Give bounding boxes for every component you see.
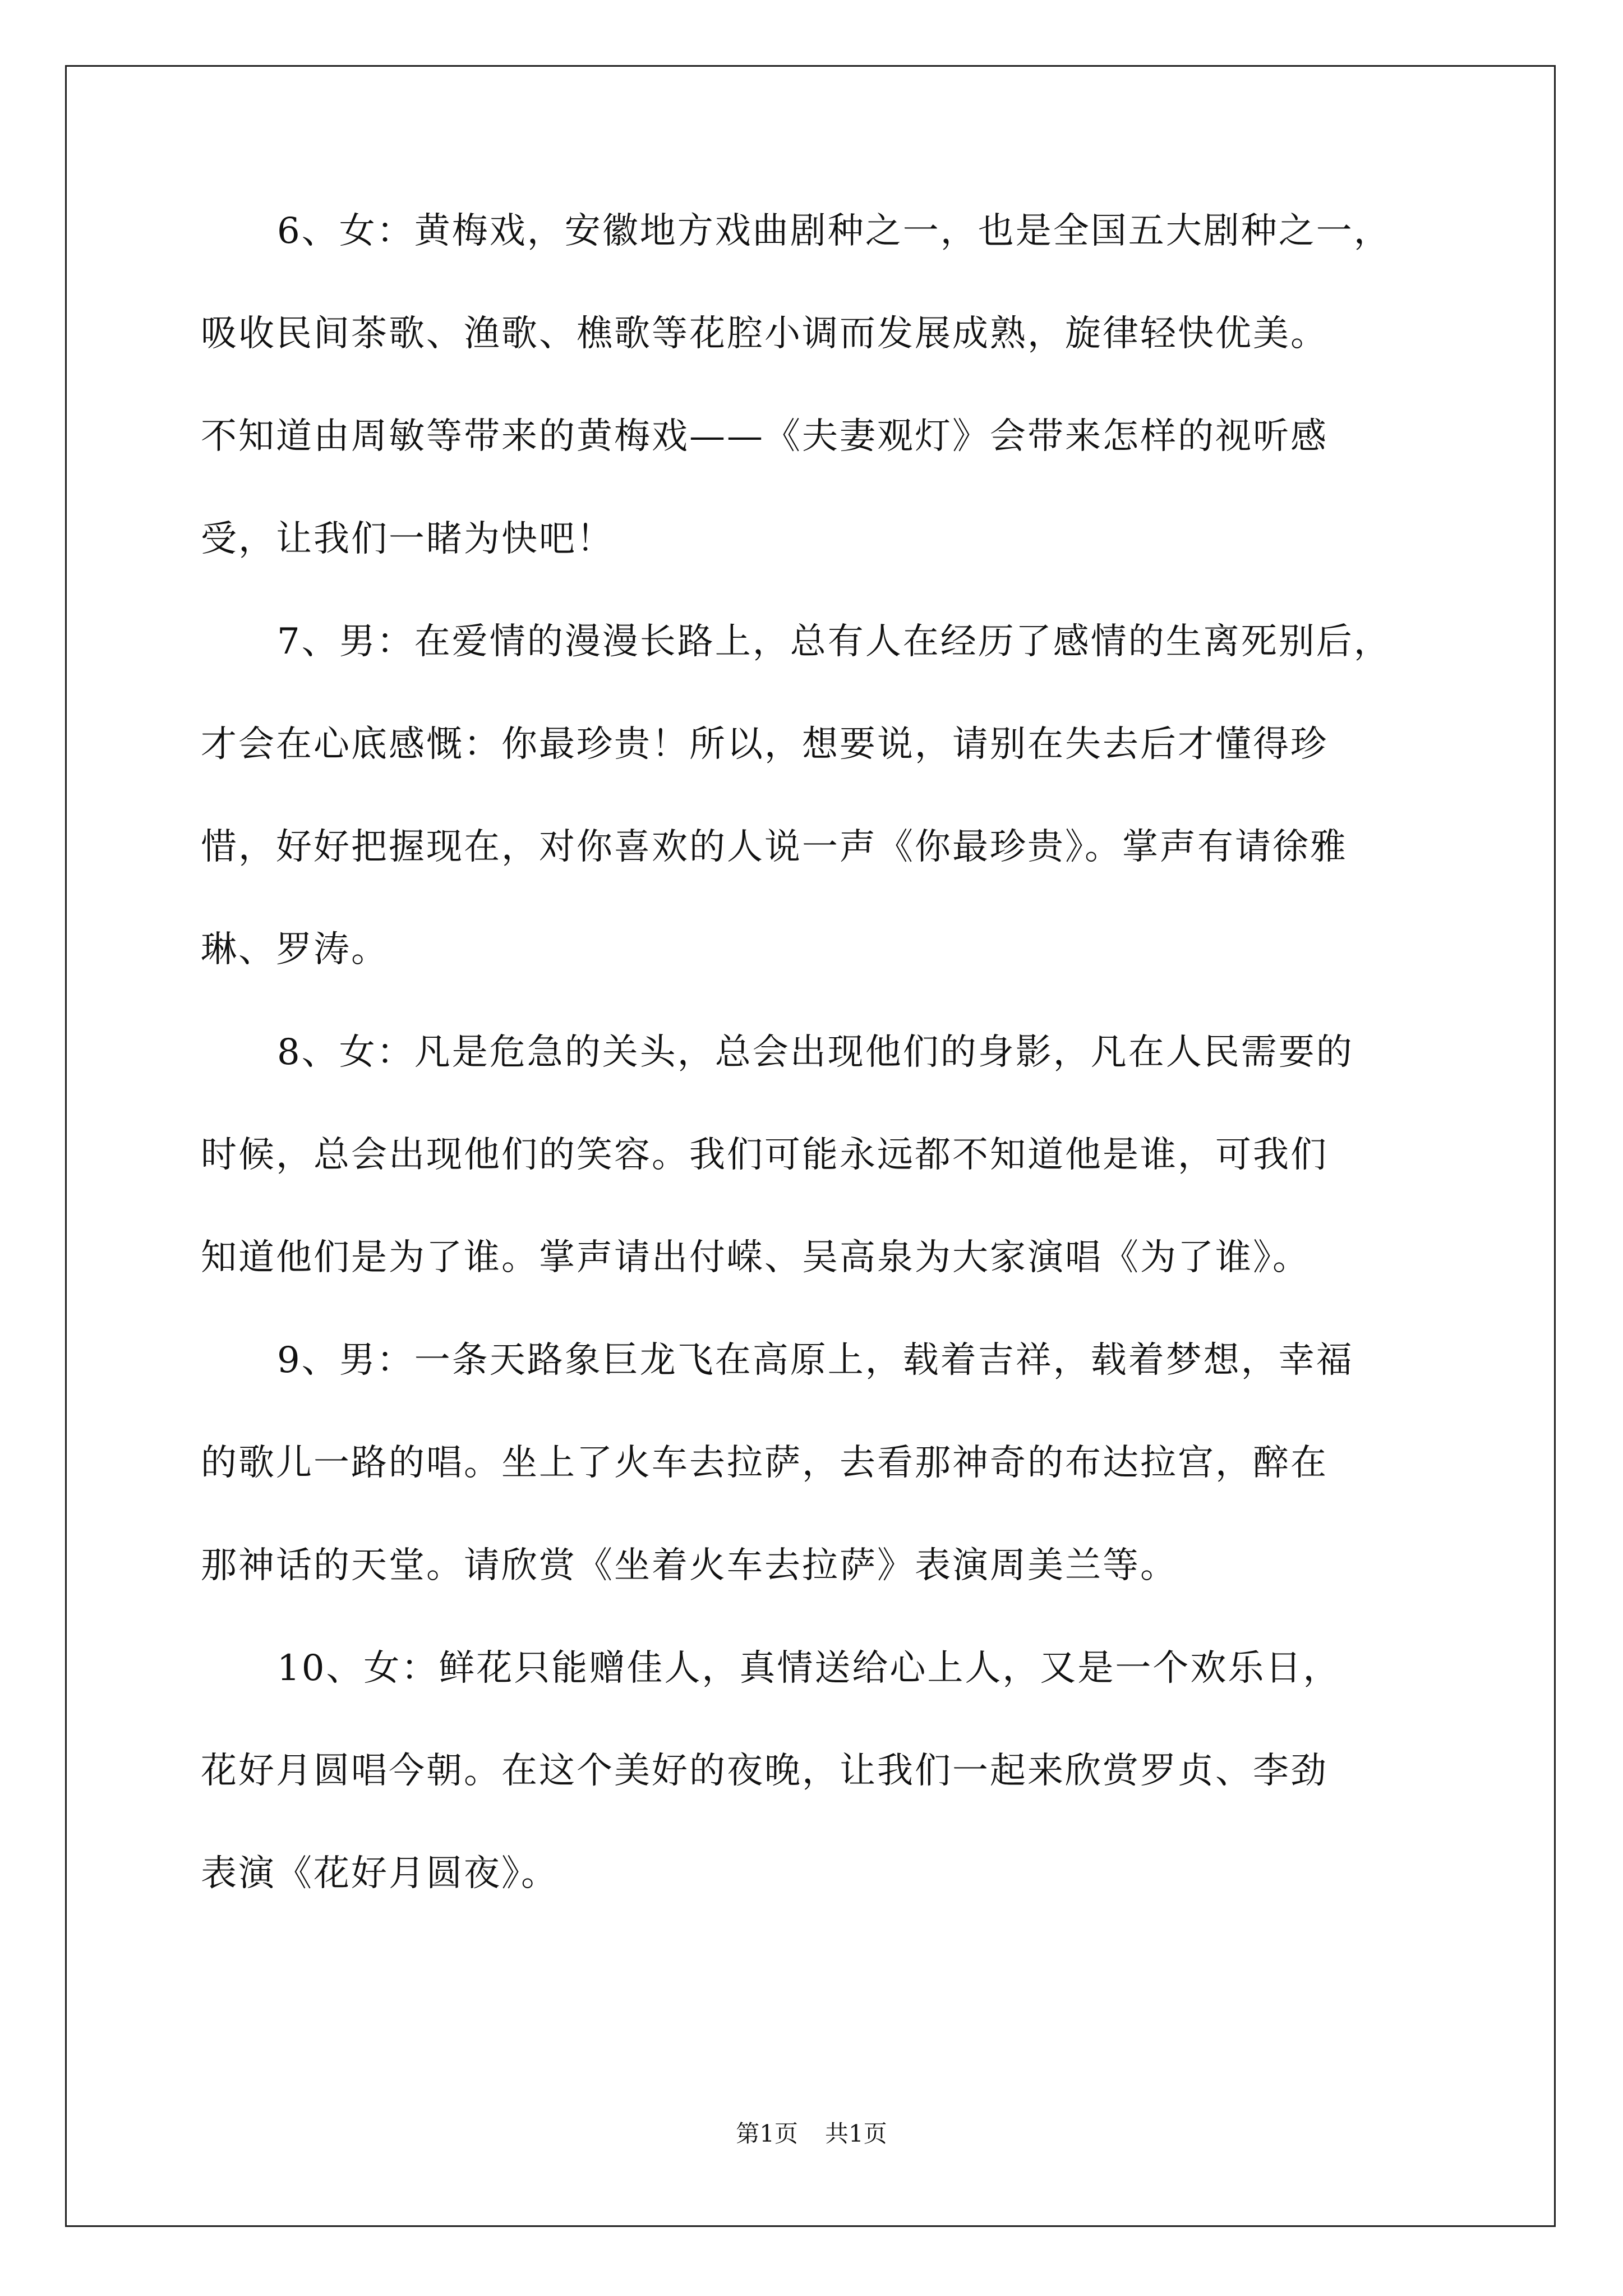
text-line: 的歌儿一路的唱。坐上了火车去拉萨，去看那神奇的布达拉宫，醉在 bbox=[201, 1442, 1328, 1484]
text-line: 才会在心底感慨：你最珍贵！所以，想要说，请别在失去后才懂得珍 bbox=[201, 724, 1328, 765]
text-line: 受，让我们一睹为快吧！ bbox=[201, 518, 614, 560]
text-line: 6、女：黄梅戏，安徽地方戏曲剧种之一，也是全国五大剧种之一， bbox=[277, 210, 1391, 252]
text-line: 10、女：鲜花只能赠佳人，真情送给心上人，又是一个欢乐日， bbox=[277, 1648, 1341, 1689]
text-line: 那神话的天堂。请欣赏《坐着火车去拉萨》表演周美兰等。 bbox=[201, 1545, 1178, 1586]
text-line: 7、男：在爱情的漫漫长路上，总有人在经历了感情的生离死别后， bbox=[277, 621, 1391, 662]
page-number: 第1页 bbox=[736, 2120, 798, 2147]
text-line: 表演《花好月圆夜》。 bbox=[201, 1853, 559, 1894]
paragraph-6 bbox=[201, 210, 1440, 560]
paragraph-8 bbox=[201, 1034, 1440, 1276]
text-line: 惜，好好把握现在，对你喜欢的人说一声《你最珍贵》。掌声有请徐雅 bbox=[201, 826, 1348, 868]
paragraph-7 bbox=[201, 621, 1440, 970]
text-line: 琳、罗涛。 bbox=[201, 929, 389, 970]
paragraph-9 bbox=[201, 1342, 1440, 1584]
text-line: 吸收民间茶歌、渔歌、樵歌等花腔小调而发展成熟，旋律轻快优美。 bbox=[201, 313, 1328, 355]
document-body bbox=[201, 210, 1440, 1958]
text-line: 时候，总会出现他们的笑容。我们可能永远都不知道他是谁，可我们 bbox=[201, 1134, 1328, 1176]
paragraph-10 bbox=[201, 1650, 1440, 1892]
page-total: 共1页 bbox=[825, 2120, 887, 2147]
text-line: 不知道由周敏等带来的黄梅戏——《夫妻观灯》会带来怎样的视听感 bbox=[201, 416, 1328, 457]
text-line: 花好月圆唱今朝。在这个美好的夜晚，让我们一起来欣赏罗贞、李劲 bbox=[201, 1750, 1328, 1792]
text-line: 8、女：凡是危急的关头，总会出现他们的身影，凡在人民需要的 bbox=[277, 1032, 1354, 1073]
text-line: 知道他们是为了谁。掌声请出付嵘、吴高泉为大家演唱《为了谁》。 bbox=[201, 1237, 1310, 1278]
page-footer bbox=[0, 2122, 1623, 2146]
text-line: 9、男：一条天路象巨龙飞在高原上，载着吉祥，载着梦想，幸福 bbox=[277, 1340, 1354, 1381]
